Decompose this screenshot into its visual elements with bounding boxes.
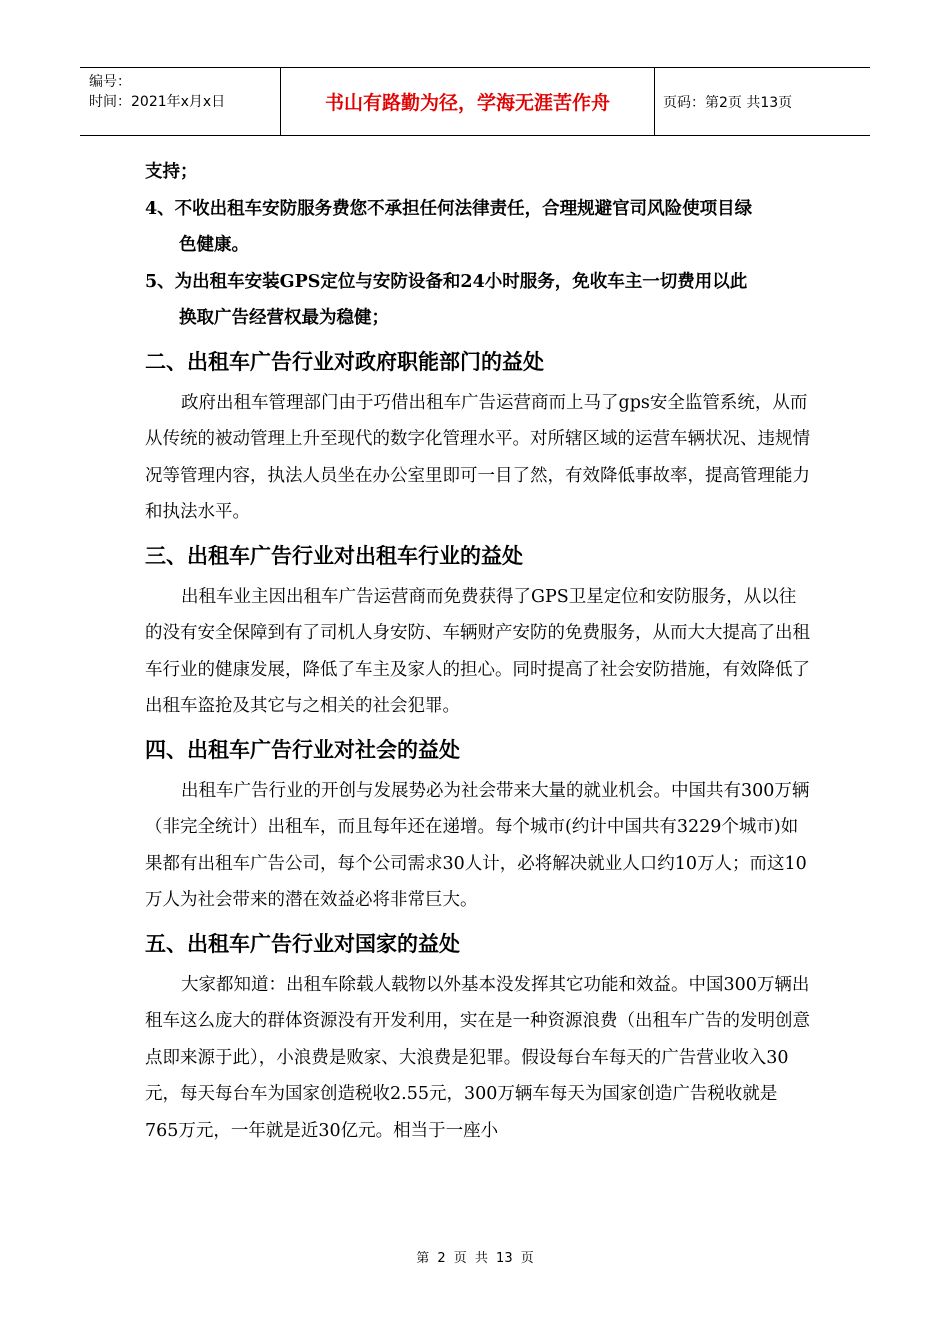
list-item-5-line2: 换取广告经营权最为稳健；	[179, 308, 389, 328]
page-footer: 第 2 页 共 13 页	[416, 1251, 534, 1266]
section-4-heading: 四、出租车广告行业对社会的益处	[145, 737, 460, 762]
number-label: 编号：	[89, 74, 131, 90]
list-item-4-line1: 4、不收出租车安防服务费您不承担任何法律责任，合理规避官司风险使项目绿	[145, 198, 753, 219]
list-item-5-line1: 5、为出租车安装GPS定位与安防设备和24小时服务，免收车主一切费用以此	[145, 271, 748, 292]
section-3-paragraph: 出租车业主因出租车广告运营商而免费获得了GPS卫星定位和安防服务，从以往的没有安全保障到有了司机人身安防、车辆财产安防的免费服务，从而大大提高了出租车行业的健康发展，降低了车主及家人的担心。同时提高了社会安防措施，有效降低了出租车盗抢及其它与之相关的社会犯罪。	[145, 586, 810, 716]
document-header	[80, 67, 870, 136]
document-body	[145, 154, 810, 1149]
section-5-heading: 五、出租车广告行业对国家的益处	[145, 931, 460, 956]
intro-tail: 支持；	[145, 162, 198, 182]
header-meta	[80, 68, 281, 135]
list-item-4-line2: 色健康。	[179, 235, 249, 255]
header-page-info: 页码：第2页 共13页	[663, 94, 793, 111]
header-motto: 书山有路勤为径，学海无涯苦作舟	[281, 68, 655, 135]
section-2-heading: 二、出租车广告行业对政府职能部门的益处	[145, 349, 544, 374]
section-3-heading: 三、出租车广告行业对出租车行业的益处	[145, 543, 523, 568]
section-2-paragraph: 政府出租车管理部门由于巧借出租车广告运营商而上马了gps安全监管系统，从而从传统的被动管理上升至现代的数字化管理水平。对所辖区域的运营车辆状况、违规情况等管理内容，执法人员坐在办公室里即可一目了然，有效降低事故率，提高管理能力和执法水平。	[145, 392, 810, 522]
section-5-paragraph: 大家都知道：出租车除载人载物以外基本没发挥其它功能和效益。中国300万辆出租车这么庞大的群体资源没有开发利用，实在是一种资源浪费（出租车广告的发明创意点即来源于此），小浪费是败家、大浪费是犯罪。假设每台车每天的广告营业收入30元，每天每台车为国家创造税收2.55元，300万辆车每天为国家创造广告税收就是765万元，一年就是近30亿元。相当于一座小	[145, 974, 810, 1141]
date-label: 时间：2021年x月x日	[89, 94, 226, 110]
section-4-paragraph: 出租车广告行业的开创与发展势必为社会带来大量的就业机会。中国共有300万辆（非完全统计）出租车，而且每年还在递增。每个城市(约计中国共有3229个城市)如果都有出租车广告公司，每个公司需求30人计，必将解决就业人口约10万人；而这10万人为社会带来的潜在效益必将非常巨大。	[145, 780, 810, 910]
